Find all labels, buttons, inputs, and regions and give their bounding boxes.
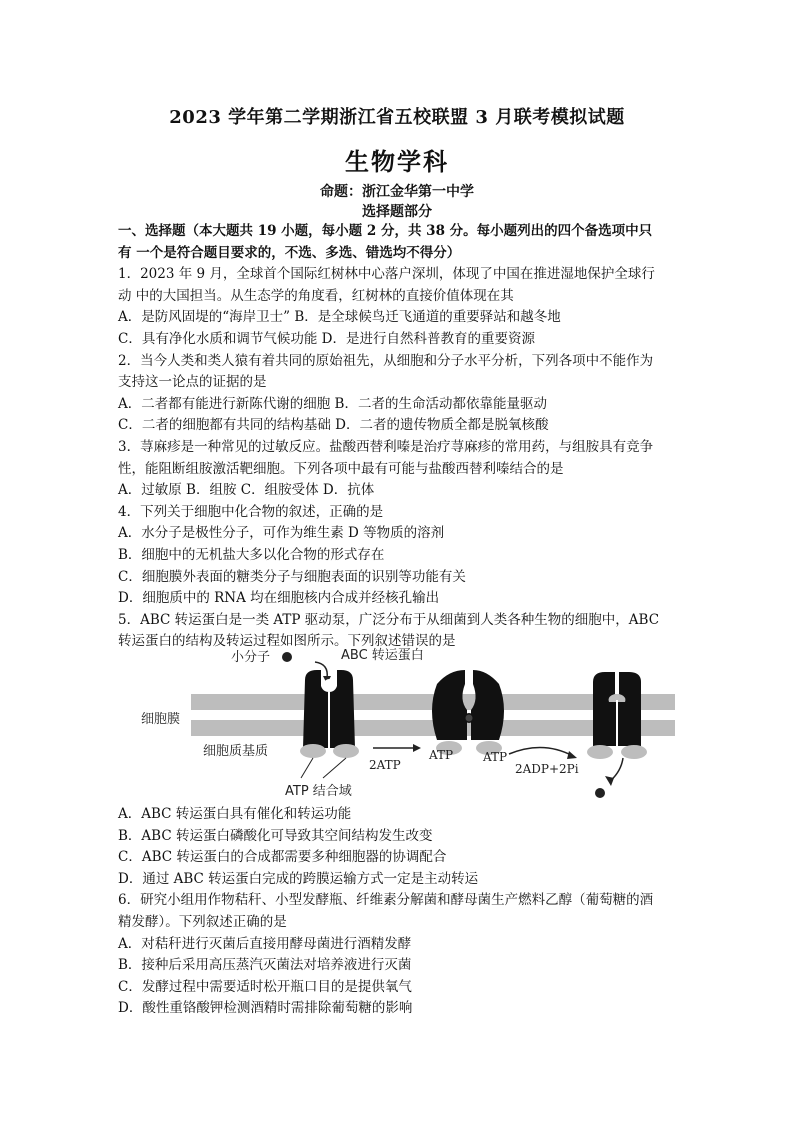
section-heading-line1: 一、选择题（本大题共 19 小题，每小题 2 分，共 38 分。每小题列出的四个备选项中只 xyxy=(118,223,653,239)
q3-stem-line1: 3．荨麻疹是一种常见的过敏反应。盐酸西替利嗪是治疗荨麻疹的常用药，与组胺具有竞争 xyxy=(118,438,654,455)
q5-option-d: D．通过 ABC 转运蛋白完成的跨膜运输方式一定是主动转运 xyxy=(118,870,479,887)
q1-stem-line2: 动 中的大国担当。从生态学的角度看，红树林的直接价值体现在其 xyxy=(118,287,514,304)
arrow-2 xyxy=(509,747,573,756)
exam-title: 2023 学年第二学期浙江省五校联盟 3 月联考模拟试题 xyxy=(169,107,625,128)
small-molecule-label: 小分子 xyxy=(231,650,271,665)
abc-transporter-state-2 xyxy=(432,670,504,755)
q6-option-c: C．发酵过程中需要适时松开瓶口目的是提供氧气 xyxy=(118,978,412,995)
question-block-upper xyxy=(118,221,680,653)
atp-domain-label: ATP 结合域 xyxy=(285,784,352,799)
q3-stem-line2: 性，能阻断组胺激活靶细胞。下列各项中最有可能与盐酸西替利嗪结合的是 xyxy=(118,460,564,477)
q1-options-line2: C．具有净化水质和调节气候功能 D．是进行自然科普教育的重要资源 xyxy=(118,330,535,347)
part-heading: 选择题部分 xyxy=(362,204,432,220)
q5-option-c: C．ABC 转运蛋白的合成都需要多种细胞器的协调配合 xyxy=(118,849,447,866)
abc-transporter-diagram xyxy=(137,640,683,806)
subject-title: 生物学科 xyxy=(345,147,449,176)
atp-domain-pointer-right xyxy=(323,758,346,778)
q2-stem-line2: 支持这一论点的证据的是 xyxy=(118,374,267,391)
q2-options-line2: C．二者的细胞都有共同的结构基础 D．二者的遗传物质全都是脱氧核酸 xyxy=(118,417,549,434)
atp-label-left: ATP xyxy=(429,748,454,762)
q4-option-d: D．细胞质中的 RNA 均在细胞核内合成并经核孔输出 xyxy=(118,590,440,607)
q1-options-line1: A．是防风固堤的“海岸卫士” B．是全球候鸟迁飞通道的重要驿站和越冬地 xyxy=(118,309,561,326)
q6-option-a: A．对秸秆进行灭菌后直接用酵母菌进行酒精发酵 xyxy=(118,935,412,952)
q5-option-a: A．ABC 转运蛋白具有催化和转运功能 xyxy=(118,806,352,822)
q2-options-line1: A．二者都有能进行新陈代谢的细胞 B．二者的生命活动都依靠能量驱动 xyxy=(118,395,547,412)
q4-option-c: C．细胞膜外表面的糖类分子与细胞表面的识别等功能有关 xyxy=(118,568,466,585)
q1-stem-line1: 1．2023 年 9 月，全球首个国际红树林中心落户深圳，体现了中国在推进湿地保护全球行 xyxy=(118,266,655,283)
adp-pi-label: 2ADP+2Pi xyxy=(515,762,579,776)
q5-stem-line1: 5．ABC 转运蛋白是一类 ATP 驱动泵，广泛分布于从细菌到人类各种生物的细胞中，ABC xyxy=(118,611,660,628)
released-molecule-dot xyxy=(595,788,605,798)
abc-transporter-state-3 xyxy=(587,672,647,798)
membrane-label: 细胞膜 xyxy=(141,712,181,727)
atp-domain-pointer-left xyxy=(301,758,313,778)
abc-transporter-state-1 xyxy=(300,670,359,758)
q5-option-b: B．ABC 转运蛋白磷酸化可导致其空间结构发生改变 xyxy=(118,827,433,844)
q4-option-a: A．水分子是极性分子，可作为维生素 D 等物质的溶剂 xyxy=(118,525,445,542)
section-heading-line2: 有 一个是符合题目要求的，不选、多选、错选均不得分） xyxy=(118,244,461,261)
q2-stem-line1: 2．当今人类和类人猿有着共同的原始祖先，从细胞和分子水平分析，下列各项中不能作为 xyxy=(118,352,654,369)
q5-stem-line2: 转运蛋白的结构及转运过程如图所示。下列叙述错误的是 xyxy=(118,633,456,650)
q4-stem-line1: 4．下列关于细胞中化合物的叙述，正确的是 xyxy=(118,503,384,520)
q3-options-line1: A．过敏原 B．组胺 C．组胺受体 D．抗体 xyxy=(118,482,375,499)
abc-transporter-figure xyxy=(137,640,683,806)
q6-stem-line1: 6．研究小组用作物秸秆、小型发酵瓶、纤维素分解菌和酵母菌生产燃料乙醇（葡萄糖的酒 xyxy=(118,892,654,909)
question-block-lower xyxy=(118,804,680,1020)
small-molecule-dot xyxy=(282,652,292,662)
q6-stem-line2: 精发酵）。下列叙述正确的是 xyxy=(118,913,287,930)
q4-option-b: B．细胞中的无机盐大多以化合物的形式存在 xyxy=(118,546,385,563)
two-atp-label: 2ATP xyxy=(369,758,401,772)
abc-protein-label: ABC 转运蛋白 xyxy=(341,648,424,663)
cytoplasm-label: 细胞质基质 xyxy=(203,744,269,759)
q6-option-b: B．接种后采用高压蒸汽灭菌法对培养液进行灭菌 xyxy=(118,957,412,974)
author-line: 命题：浙江金华第一中学 xyxy=(320,184,474,200)
q6-option-d: D．酸性重铬酸钾检测酒精时需排除葡萄糖的影响 xyxy=(118,1000,413,1017)
atp-label-right: ATP xyxy=(483,750,508,764)
